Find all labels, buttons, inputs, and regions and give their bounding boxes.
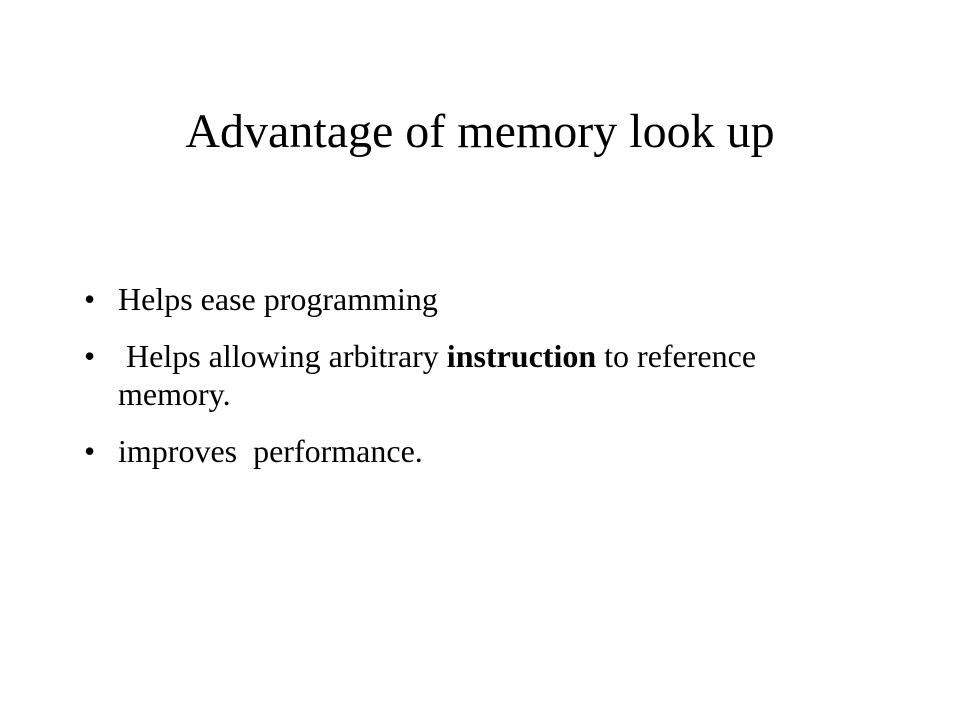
- bullet-item-ease-programming: [84, 280, 844, 318]
- bullet-text-after: to reference memory.: [118, 338, 765, 412]
- bullet-text-bold-keyword: instruction: [446, 338, 597, 374]
- bullet-item-performance: [84, 432, 844, 470]
- bullet-list: [84, 280, 844, 489]
- bullet-icon: •: [84, 338, 96, 374]
- slide-title: Advantage of memory look up: [185, 105, 775, 158]
- bullet-text: improves performance.: [118, 433, 423, 469]
- bullet-item-arbitrary-instruction: [84, 337, 844, 413]
- bullet-icon: •: [84, 433, 96, 469]
- bullet-text-before: Helps allowing arbitrary: [118, 338, 447, 374]
- bullet-text: Helps ease programming: [118, 281, 438, 317]
- bullet-icon: •: [84, 281, 96, 317]
